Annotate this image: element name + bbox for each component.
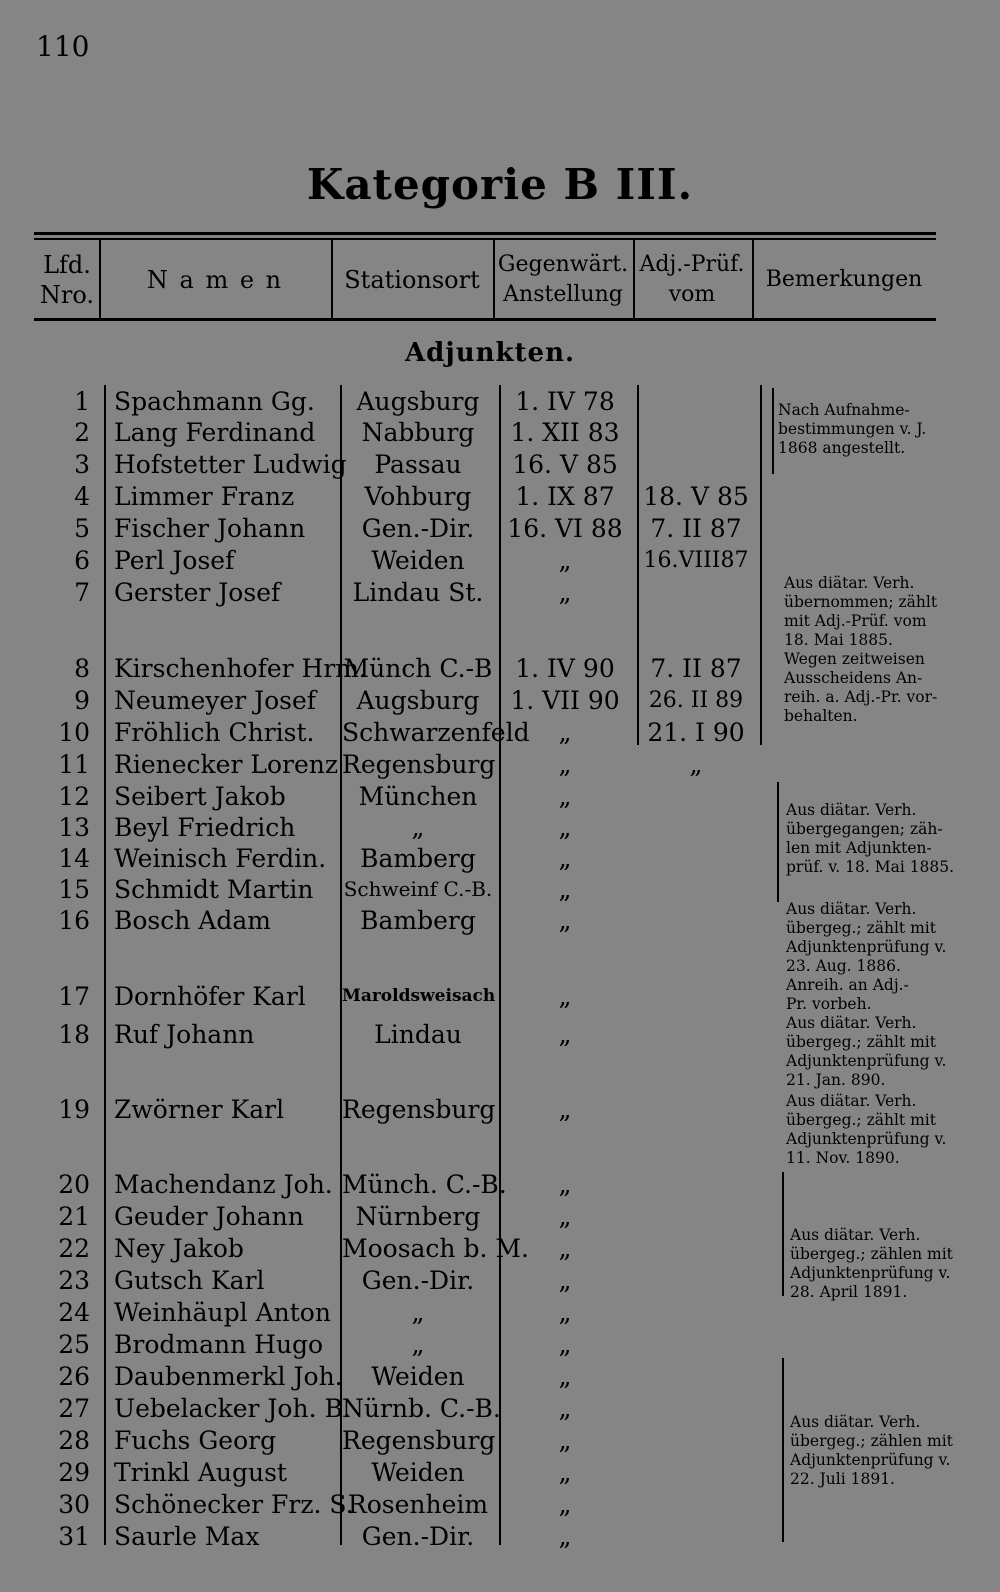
row-station: Nürnb. C.-B.: [342, 1394, 501, 1423]
row-pruefung: „: [689, 750, 703, 779]
row-name: Zwörner Karl: [114, 1095, 285, 1124]
row-name: Perl Josef: [114, 546, 235, 575]
remark-bracket: [777, 782, 779, 902]
row-anstellung: „: [558, 1522, 572, 1551]
row-number: 24: [58, 1298, 90, 1327]
row-name: Trinkl August: [114, 1458, 287, 1487]
row-anstellung: 1. XII 83: [510, 418, 620, 447]
row-anstellung: „: [558, 782, 572, 811]
row-number: 12: [58, 782, 90, 811]
row-anstellung: „: [558, 1394, 572, 1423]
header-separator: [493, 240, 495, 320]
row-anstellung: 1. VII 90: [510, 686, 620, 715]
table-row: [0, 1489, 1000, 1520]
row-station: Regensburg: [342, 1095, 496, 1124]
row-name: Beyl Friedrich: [114, 813, 296, 842]
row-number: 22: [58, 1234, 90, 1263]
row-number: 4: [74, 482, 90, 511]
row-pruefung: 7. II 87: [650, 654, 742, 683]
row-number: 31: [58, 1522, 90, 1551]
row-number: 15: [58, 875, 90, 904]
row-station: Schwarzenfeld: [342, 718, 530, 747]
row-anstellung: „: [558, 1298, 572, 1327]
row-name: Seibert Jakob: [114, 782, 286, 811]
row-station: Regensburg: [342, 750, 496, 779]
row-station: Moosach b. M.: [342, 1234, 529, 1263]
row-anstellung: „: [558, 1458, 572, 1487]
row-name: Lang Ferdinand: [114, 418, 316, 447]
row-anstellung: „: [558, 1426, 572, 1455]
row-name: Bosch Adam: [114, 906, 271, 935]
row-name: Kirschenhofer Hrm.: [114, 654, 367, 683]
row-anstellung: „: [558, 813, 572, 842]
row-station: Lindau: [374, 1020, 462, 1049]
remark-note: Aus diätar. Verh. übergeg.; zählt mit Adjunktenprüfung v. 21. Jan. 890.: [786, 1014, 947, 1089]
row-anstellung: „: [558, 906, 572, 935]
row-name: Weinisch Ferdin.: [114, 844, 327, 873]
row-name: Neumeyer Josef: [114, 686, 317, 715]
row-anstellung: 1. IX 87: [515, 482, 615, 511]
remark-note: Nach Aufnahme- bestimmungen v. J. 1868 angestellt.: [778, 401, 927, 457]
col-header-name: N a m e n: [146, 266, 284, 294]
row-name: Dornhöfer Karl: [114, 982, 306, 1011]
page-title: Kategorie B III.: [306, 160, 694, 209]
row-number: 10: [58, 718, 90, 747]
row-name: Uebelacker Joh. B.: [114, 1394, 351, 1423]
row-number: 14: [58, 844, 90, 873]
remark-note: Aus diätar. Verh. übergeg.; zählen mit Adjunktenprüfung v. 22. Juli 1891.: [790, 1413, 953, 1488]
row-number: 6: [74, 546, 90, 575]
row-number: 28: [58, 1426, 90, 1455]
row-anstellung: „: [558, 1095, 572, 1124]
row-name: Fuchs Georg: [114, 1426, 277, 1455]
row-station: Passau: [374, 450, 462, 479]
row-name: Fischer Johann: [114, 514, 306, 543]
table-row: [0, 1169, 1000, 1200]
row-station: Schweinf C.-B.: [343, 877, 493, 901]
remark-note: Aus diätar. Verh. übergeg.; zählt mit Adjunktenprüfung v. 11. Nov. 1890.: [786, 1092, 947, 1167]
row-name: Schönecker Frz. S.: [114, 1490, 354, 1519]
row-number: 17: [58, 982, 90, 1011]
header-separator: [752, 240, 754, 320]
table-row: [0, 1329, 1000, 1360]
row-anstellung: „: [558, 750, 572, 779]
row-station: Vohburg: [364, 482, 472, 511]
row-number: 7: [74, 578, 90, 607]
row-station: Lindau St.: [352, 578, 484, 607]
header-bottom-rule: [34, 318, 936, 321]
row-number: 23: [58, 1266, 90, 1295]
row-anstellung: „: [558, 844, 572, 873]
header-top-rule-thin: [34, 238, 936, 240]
row-name: Hofstetter Ludwig: [114, 450, 347, 479]
row-number: 9: [74, 686, 90, 715]
section-heading: Adjunkten.: [404, 338, 576, 368]
row-anstellung: „: [558, 1266, 572, 1295]
row-name: Fröhlich Christ.: [114, 718, 315, 747]
row-station: Nabburg: [361, 418, 475, 447]
row-name: Limmer Franz: [114, 482, 295, 511]
row-name: Rienecker Lorenz: [114, 750, 339, 779]
row-number: 1: [74, 387, 90, 416]
table-row: [0, 545, 1000, 576]
row-number: 21: [58, 1202, 90, 1231]
row-station: Münch. C.-B.: [342, 1170, 507, 1199]
row-pruefung: 21. I 90: [647, 718, 745, 747]
row-station: Augsburg: [356, 387, 480, 416]
row-station: Weiden: [371, 1458, 465, 1487]
col-header-station: Stationsort: [344, 266, 480, 294]
row-pruefung: 16.VIII87: [643, 548, 749, 573]
remark-bracket: [782, 1358, 784, 1542]
col-header-anstellung: Gegenwärt. Anstellung: [497, 252, 629, 307]
row-number: 5: [74, 514, 90, 543]
col-header-bemerkungen: Bemerkungen: [765, 267, 923, 292]
row-number: 16: [58, 906, 90, 935]
row-anstellung: „: [558, 546, 572, 575]
header-top-rule: [34, 232, 936, 235]
row-number: 25: [58, 1330, 90, 1359]
row-anstellung: „: [558, 982, 572, 1011]
row-number: 26: [58, 1362, 90, 1391]
row-number: 8: [74, 654, 90, 683]
row-name: Brodmann Hugo: [114, 1330, 324, 1359]
row-name: Geuder Johann: [114, 1202, 304, 1231]
row-name: Saurle Max: [114, 1522, 260, 1551]
row-name: Weinhäupl Anton: [114, 1298, 331, 1327]
row-number: 20: [58, 1170, 90, 1199]
row-number: 30: [58, 1490, 90, 1519]
row-anstellung: 16. V 85: [512, 450, 618, 479]
row-number: 2: [74, 418, 90, 447]
row-station: Nürnberg: [355, 1202, 481, 1231]
row-pruefung: 18. V 85: [643, 482, 749, 511]
row-anstellung: „: [558, 1330, 572, 1359]
table-row: [0, 1361, 1000, 1392]
row-anstellung: „: [558, 1170, 572, 1199]
row-name: Gutsch Karl: [114, 1266, 265, 1295]
row-anstellung: „: [558, 875, 572, 904]
row-number: 11: [58, 750, 90, 779]
row-station: Weiden: [371, 546, 465, 575]
row-number: 3: [74, 450, 90, 479]
row-station: Regensburg: [342, 1426, 496, 1455]
table-row: [0, 1521, 1000, 1552]
remark-bracket: [772, 388, 774, 474]
row-anstellung: „: [558, 1020, 572, 1049]
col-header-nr: Lfd. Nro.: [39, 251, 95, 309]
row-station: Gen.-Dir.: [361, 1522, 475, 1551]
row-station: Rosenheim: [347, 1490, 489, 1519]
table-row: [0, 481, 1000, 512]
remark-note: Aus diätar. Verh. übergeg.; zählt mit Adjunktenprüfung v. 23. Aug. 1886. Anreih. an Adj.- Pr. vorbeh.: [786, 900, 947, 1013]
row-station: „: [411, 1298, 425, 1327]
row-name: Schmidt Martin: [114, 875, 314, 904]
row-pruefung: 26. II 89: [648, 688, 744, 713]
row-anstellung: „: [558, 1490, 572, 1519]
row-anstellung: „: [558, 1234, 572, 1263]
remark-bracket: [782, 1172, 784, 1296]
row-anstellung: „: [558, 578, 572, 607]
row-station: „: [411, 1330, 425, 1359]
row-number: 13: [58, 813, 90, 842]
row-name: Machendanz Joh.: [114, 1170, 333, 1199]
row-anstellung: 1. IV 78: [515, 387, 615, 416]
header-separator: [99, 240, 101, 320]
row-anstellung: „: [558, 1202, 572, 1231]
row-pruefung: 7. II 87: [650, 514, 742, 543]
page-number: 110: [36, 30, 90, 63]
row-name: Spachmann Gg.: [114, 387, 315, 416]
header-separator: [633, 240, 635, 320]
col-header-pruefung: Adj.-Prüf. vom: [639, 252, 745, 307]
row-anstellung: „: [558, 718, 572, 747]
row-name: Ruf Johann: [114, 1020, 255, 1049]
header-separator: [331, 240, 333, 320]
row-station: Augsburg: [356, 686, 480, 715]
table-row: [0, 513, 1000, 544]
table-row: [0, 749, 1000, 780]
row-number: 19: [58, 1095, 90, 1124]
row-station: Gen.-Dir.: [361, 1266, 475, 1295]
row-station: Bamberg: [360, 906, 476, 935]
row-number: 18: [58, 1020, 90, 1049]
row-station: Gen.-Dir.: [361, 514, 475, 543]
remark-note: Aus diätar. Verh. übergegangen; zäh- len mit Adjunkten- prüf. v. 18. Mai 1885.: [786, 801, 955, 876]
row-anstellung: „: [558, 1362, 572, 1391]
row-station: Weiden: [371, 1362, 465, 1391]
row-number: 29: [58, 1458, 90, 1487]
remark-note: Aus diätar. Verh. übergeg.; zählen mit Adjunktenprüfung v. 28. April 1891.: [790, 1226, 953, 1301]
row-name: Daubenmerkl Joh.: [114, 1362, 343, 1391]
row-station: Münch C.-B: [343, 654, 493, 683]
row-anstellung: 16. VI 88: [507, 514, 623, 543]
row-station: „: [411, 813, 425, 842]
row-station: Maroldsweisach: [342, 986, 496, 1006]
remark-note: Aus diätar. Verh. übernommen; zählt mit Adj.-Prüf. vom 18. Mai 1885. Wegen zeitweisen Ausscheidens An- reih. a. Adj.-Pr. vor- behalten.: [784, 574, 938, 725]
row-number: 27: [58, 1394, 90, 1423]
row-station: Bamberg: [360, 844, 476, 873]
row-anstellung: 1. IV 90: [515, 654, 615, 683]
row-name: Gerster Josef: [114, 578, 281, 607]
row-name: Ney Jakob: [114, 1234, 244, 1263]
row-station: München: [358, 782, 478, 811]
